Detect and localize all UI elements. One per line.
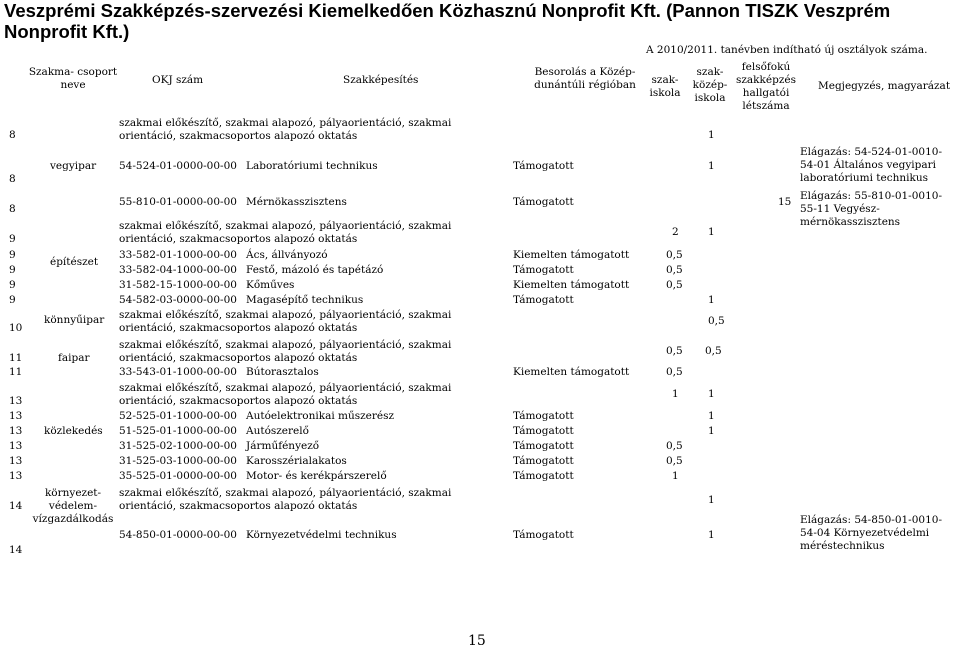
row-class: Támogatott — [513, 196, 574, 208]
row-name: Motor- és kerékpárszerelő — [246, 470, 387, 482]
row-value-b: 1 — [708, 425, 715, 437]
row-number: 11 — [9, 366, 23, 378]
row-name — [119, 220, 484, 246]
header-szakiskola: szak-iskola — [649, 74, 681, 99]
row-name — [119, 117, 484, 143]
row-value-a: 0,5 — [666, 264, 683, 276]
row-class: Támogatott — [513, 455, 574, 467]
header-okj: OKJ szám — [152, 74, 204, 86]
row-class: Támogatott — [513, 160, 574, 172]
row-okj: 33-582-01-1000-00-00 — [119, 249, 237, 261]
row-class: Kiemelten támogatott — [513, 249, 630, 261]
row-value-b: 0,5 — [705, 345, 722, 357]
row-value-b: 1 — [708, 388, 715, 400]
row-name: Ács, állványozó — [246, 249, 328, 261]
row-note-text: Elágazás: 54-524-01-0010-54-01 Általános vegyipari laboratóriumi technikus — [800, 146, 942, 184]
row-group — [28, 487, 118, 526]
row-name-text: szakmai előkészítő, szakmai alapozó, pályaorientáció, szakmai orientáció, szakmacsoportos alapozó oktatás — [119, 220, 452, 245]
row-number: 9 — [9, 294, 16, 306]
row-group: építészet — [50, 256, 99, 268]
row-note — [800, 146, 955, 185]
row-okj: 31-525-03-1000-00-00 — [119, 455, 237, 467]
header-group — [28, 66, 118, 92]
row-number: 13 — [9, 470, 23, 482]
row-group-text: környezet-védelem-vízgazdálkodás — [32, 487, 114, 525]
row-name-text: szakmai előkészítő, szakmai alapozó, pályaorientáció, szakmai orientáció, szakmacsoportos alapozó oktatás — [119, 339, 452, 364]
row-number: 8 — [9, 173, 16, 185]
row-value-b: 1 — [708, 294, 715, 306]
row-value-a: 1 — [672, 470, 679, 482]
row-number: 13 — [9, 455, 23, 467]
row-name: Festő, mázoló és tapétázó — [246, 264, 384, 276]
row-okj: 31-582-15-1000-00-00 — [119, 279, 237, 291]
row-okj: 54-850-01-0000-00-00 — [119, 529, 237, 541]
row-okj: 35-525-01-0000-00-00 — [119, 470, 237, 482]
row-okj: 33-582-04-1000-00-00 — [119, 264, 237, 276]
row-value-a: 0,5 — [666, 345, 683, 357]
row-class: Támogatott — [513, 529, 574, 541]
row-class: Támogatott — [513, 425, 574, 437]
header-span: A 2010/2011. tanévben indítható új osztályok száma. — [646, 44, 928, 56]
row-name: Környezetvédelmi technikus — [246, 529, 397, 541]
row-number: 11 — [9, 352, 23, 364]
row-name: Laboratóriumi technikus — [246, 160, 378, 172]
row-value-a: 0,5 — [666, 366, 683, 378]
row-name: Magasépítő technikus — [246, 294, 364, 306]
header-felsofoku: felsőfokú szakképzés hallgatói létszáma — [736, 61, 796, 112]
row-note — [800, 190, 955, 229]
row-class: Támogatott — [513, 470, 574, 482]
row-value-a: 1 — [672, 388, 679, 400]
row-name — [119, 339, 484, 365]
header-szakkozepiskola: szak-közép-iskola — [692, 66, 728, 104]
row-name — [119, 309, 484, 335]
row-class: Támogatott — [513, 294, 574, 306]
row-value-a: 0,5 — [666, 249, 683, 261]
row-okj: 31-525-02-1000-00-00 — [119, 440, 237, 452]
row-number: 14 — [9, 500, 23, 512]
row-group: könnyűipar — [44, 314, 105, 326]
row-name: Járműfényező — [246, 440, 320, 452]
row-value-a: 0,5 — [666, 455, 683, 467]
row-value-a: 0,5 — [708, 315, 725, 327]
row-value-b: 1 — [708, 129, 715, 141]
row-okj: 51-525-01-1000-00-00 — [119, 425, 237, 437]
row-number: 13 — [9, 395, 23, 407]
row-okj: 55-810-01-0000-00-00 — [119, 196, 237, 208]
row-name-text: szakmai előkészítő, szakmai alapozó, pályaorientáció, szakmai orientáció, szakmacsoportos alapozó oktatás — [119, 309, 452, 334]
row-number: 13 — [9, 425, 23, 437]
page-number: 15 — [468, 633, 486, 649]
row-name-text: szakmai előkészítő, szakmai alapozó, pályaorientáció, szakmai orientáció, szakmacsoportos alapozó oktatás — [119, 487, 452, 512]
row-value-a: 0,5 — [666, 440, 683, 452]
row-number: 10 — [9, 322, 23, 334]
header-classification: Besorolás a Közép-dunántúli régióban — [534, 66, 636, 91]
row-value-b: 1 — [708, 410, 715, 422]
row-name-text: szakmai előkészítő, szakmai alapozó, pályaorientáció, szakmai orientáció, szakmacsoportos alapozó oktatás — [119, 117, 452, 142]
row-name: Kőműves — [246, 279, 295, 291]
row-name: Karosszérialakatos — [246, 455, 347, 467]
page-title: Veszprémi Szakképzés-szervezési Kiemelkedően Közhasznú Nonprofit Kft. (Pannon TISZK Veszprém Nonprofit Kft.) — [4, 0, 891, 42]
row-okj: 54-524-01-0000-00-00 — [119, 160, 237, 172]
row-value-b: 1 — [708, 494, 715, 506]
row-note — [800, 514, 955, 553]
row-group: faipar — [58, 352, 90, 364]
row-name-text: szakmai előkészítő, szakmai alapozó, pályaorientáció, szakmai orientáció, szakmacsoportos alapozó oktatás — [119, 382, 452, 407]
row-value-a: 0,5 — [666, 279, 683, 291]
row-value-b: 1 — [708, 160, 715, 172]
row-number: 14 — [9, 544, 23, 556]
row-number: 8 — [9, 203, 16, 215]
row-class: Támogatott — [513, 410, 574, 422]
header-note: Megjegyzés, magyarázat — [818, 80, 951, 92]
row-number: 9 — [9, 233, 16, 245]
header-qualification: Szakképesítés — [343, 74, 419, 86]
row-number: 13 — [9, 440, 23, 452]
row-value-a: 2 — [672, 226, 679, 238]
row-class: Támogatott — [513, 264, 574, 276]
row-name: Autószerelő — [246, 425, 309, 437]
row-name: Bútorasztalos — [246, 366, 319, 378]
row-okj: 33-543-01-1000-00-00 — [119, 366, 237, 378]
row-group: vegyipar — [50, 160, 97, 172]
row-class: Kiemelten támogatott — [513, 279, 630, 291]
header-group-label: Szakma- csoport neve — [28, 66, 118, 91]
row-value-b: 1 — [708, 226, 715, 238]
row-number: 9 — [9, 279, 16, 291]
row-name — [119, 382, 484, 408]
row-note-text: Elágazás: 55-810-01-0010-55-11 Vegyész-mérnökasszisztens — [800, 190, 942, 228]
row-name — [119, 487, 484, 513]
row-group: közlekedés — [44, 425, 103, 437]
row-number: 13 — [9, 410, 23, 422]
row-name: Mérnökasszisztens — [246, 196, 347, 208]
row-value-b: 1 — [708, 529, 715, 541]
row-value-c: 15 — [778, 196, 792, 208]
row-number: 8 — [9, 129, 16, 141]
row-note-text: Elágazás: 54-850-01-0010-54-04 Környezetvédelmi méréstechnikus — [800, 514, 942, 552]
row-class: Kiemelten támogatott — [513, 366, 630, 378]
row-class: Támogatott — [513, 440, 574, 452]
row-okj: 54-582-03-0000-00-00 — [119, 294, 237, 306]
row-name: Autóelektronikai műszerész — [246, 410, 395, 422]
row-number: 9 — [9, 264, 16, 276]
row-okj: 52-525-01-1000-00-00 — [119, 410, 237, 422]
row-number: 9 — [9, 249, 16, 261]
